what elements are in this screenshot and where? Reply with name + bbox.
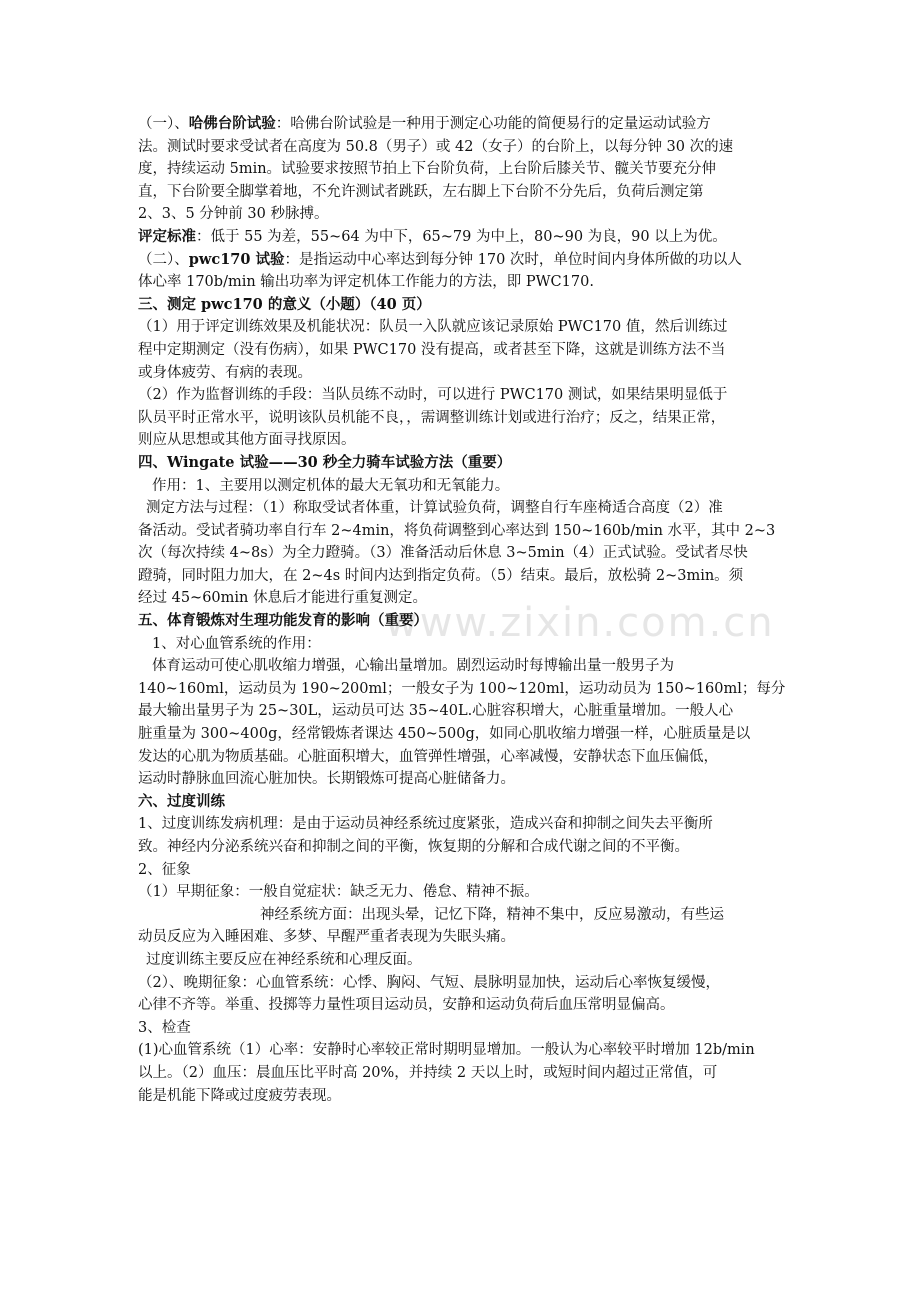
text-line — [138, 452, 788, 475]
text-span: （1）早期征象：一般自觉症状：缺乏无力、倦怠、精神不振。 — [138, 884, 539, 901]
text-line — [138, 339, 788, 362]
text-span: 以上。（2）血压：晨血压比平时高 20%，并持续 2 天以上时，或短时间内超过正常值，可 — [138, 1064, 718, 1081]
text-line — [138, 542, 788, 565]
text-span: （2）作为监督训练的手段：当队员练不动时，可以进行 PWC170 测试，如果结果明显低于 — [138, 387, 728, 404]
text-line — [138, 700, 788, 723]
document-body — [138, 113, 788, 1107]
text-line — [138, 565, 788, 588]
text-span: 心律不齐等。举重、投掷等力量性项目运动员，安静和运动负荷后血压常明显偏高。 — [138, 997, 675, 1014]
text-span: 备活动。受试者骑功率自行车 2~4min，将负荷调整到心率达到 150~160b/min 水平，其中 2~3 — [138, 522, 776, 539]
text-line — [138, 587, 788, 610]
text-line — [138, 926, 788, 949]
text-span: ：低于 55 为差，55~64 为中下，65~79 为中上，80~90 为良，90 以上为优。 — [196, 228, 727, 245]
text-line — [138, 791, 788, 814]
watermark: www.zixin.com.cn — [385, 600, 775, 646]
text-line — [138, 181, 788, 204]
text-line — [138, 655, 788, 678]
text-span: 140~160ml，运动员为 190~200ml；一般女子为 100~120ml，运功动员为 150~160ml；每分 — [138, 680, 786, 697]
text-span: 3、检查 — [138, 1019, 191, 1036]
bold-text: 评定标准 — [138, 227, 196, 245]
text-line — [138, 972, 788, 995]
text-span: 能是机能下降或过度疲劳表现。 — [138, 1087, 341, 1104]
text-line — [138, 520, 788, 543]
text-span: 2、征象 — [138, 861, 191, 878]
text-line — [138, 271, 788, 294]
bold-text: 五、体育锻炼对生理功能发育的影响（重要） — [138, 612, 428, 630]
text-line — [138, 497, 788, 520]
text-span: 程中定期测定（没有伤病），如果 PWC170 没有提高，或者甚至下降，这就是训练方法不当 — [138, 341, 726, 358]
text-line — [138, 113, 788, 136]
text-line — [138, 633, 788, 656]
text-line — [138, 994, 788, 1017]
text-line — [138, 1062, 788, 1085]
text-line — [138, 316, 788, 339]
text-line — [138, 226, 788, 249]
text-line — [138, 203, 788, 226]
bold-text: 哈佛台阶试验 — [188, 115, 276, 132]
text-line — [138, 362, 788, 385]
text-span: 法。测试时要求受试者在高度为 50.8（男子）或 42（女子）的台阶上，以每分钟 30 次的速 — [138, 138, 734, 155]
bold-text: 三、测定 pwc170 的意义（小题）（40 页） — [138, 295, 431, 313]
text-span: 度，持续运动 5min。试验要求按照节拍上下台阶负荷，上台阶后膝关节、髋关节要充分伸 — [138, 161, 717, 178]
text-span: （一）、 — [138, 116, 189, 132]
text-span: 1、对心血管系统的作用： — [152, 635, 321, 652]
text-line — [138, 1039, 788, 1062]
text-line — [138, 723, 788, 746]
text-span: 运动时静脉血回流心脏加快。长期锻炼可提高心脏储备力。 — [138, 771, 515, 788]
text-span: 脏重量为 300~400g，经常锻炼者课达 450~500g，如同心肌收缩力增强一样，心脏质量是以 — [138, 726, 751, 743]
text-span: 次（每次持续 4~8s）为全力蹬骑。（3）准备活动后休息 3~5min（4）正式试验。受试者尽快 — [138, 545, 748, 562]
text-span: 2、3、5 分钟前 30 秒脉搏。 — [138, 206, 329, 223]
text-line — [138, 249, 788, 272]
text-span: ：哈佛台阶试验是一种用于测定心功能的简便易行的定量运动试验方 — [275, 116, 711, 132]
text-span: 则应从思想或其他方面寻找原因。 — [138, 432, 356, 449]
text-line — [138, 859, 788, 882]
text-span: 神经系统方面：出现头晕，记忆下降，精神不集中，反应易激动，有些运 — [260, 906, 724, 923]
text-span: （二）、 — [138, 251, 189, 268]
text-line — [138, 475, 788, 498]
text-span: 动员反应为入睡困难、多梦、早醒严重者表现为失眠头痛。 — [138, 929, 515, 946]
text-span: 蹬骑，同时阻力加大，在 2~4s 时间内达到指定负荷。（5）结束。最后，放松骑 2~3min。须 — [138, 567, 744, 584]
text-line — [138, 407, 788, 430]
text-span: （2）、晚期征象：心血管系统：心悸、胸闷、气短、晨脉明显加快，运动后心率恢复缓慢， — [138, 974, 720, 991]
text-span: 发达的心肌为物质基础。心脏面积增大，血管弹性增强，心率减慢，安静状态下血压偏低， — [138, 748, 718, 765]
text-line — [138, 294, 788, 317]
text-span: 致。神经内分泌系统兴奋和抑制之间的平衡，恢复期的分解和合成代谢之间的不平衡。 — [138, 839, 689, 855]
bold-text: 六、过度训练 — [138, 792, 225, 810]
text-line — [138, 158, 788, 181]
text-line — [138, 1017, 788, 1040]
bold-text: 四、Wingate 试验——30 秒全力骑车试验方法（重要） — [138, 453, 512, 471]
text-span: ：是指运动中心率达到每分钟 170 次时，单位时间内身体所做的功以人 — [284, 251, 742, 268]
text-span: （1）用于评定训练效果及机能状况：队员一入队就应该记录原始 PWC170 值，然后训练过 — [138, 319, 728, 336]
text-line — [138, 904, 788, 927]
text-span: 队员平时正常水平，说明该队员机能不良，，需调整训练计划或进行治疗；反之，结果正常， — [138, 409, 726, 426]
text-span: 经过 45~60min 休息后才能进行重复测定。 — [138, 590, 427, 607]
text-span: 或身体疲劳、有病的表现。 — [138, 364, 312, 381]
text-span: 作用：1、主要用以测定机体的最大无氧功和无氧能力。 — [152, 477, 510, 494]
text-line — [138, 746, 788, 769]
text-line — [138, 384, 788, 407]
text-span: 最大输出量男子为 25~30L，运动员可达 35~40L.心脏容积增大，心脏重量增加。一般人心 — [138, 703, 734, 720]
text-span: 1、过度训练发病机理：是由于运动员神经系统过度紧张，造成兴奋和抑制之间失去平衡所 — [138, 816, 713, 833]
text-line — [138, 881, 788, 904]
text-span: 体育运动可使心肌收缩力增强，心输出量增加。剧烈运动时每博输出量一般男子为 — [152, 658, 674, 675]
text-line — [138, 429, 788, 452]
text-line — [138, 136, 788, 159]
text-line — [138, 678, 788, 701]
text-span: 过度训练主要反应在神经系统和心理反面。 — [146, 951, 422, 968]
text-span: 测定方法与过程：（1）称取受试者体重，计算试验负荷，调整自行车座椅适合高度（2）准 — [146, 500, 723, 517]
text-span: (1)心血管系统（1）心率：安静时心率较正常时期明显增加。一般认为心率较平时增加 12b/min — [138, 1042, 755, 1059]
text-line — [138, 1085, 788, 1108]
text-span: 体心率 170b/min 输出功率为评定机体工作能力的方法，即 PWC170. — [138, 274, 594, 291]
text-line — [138, 949, 788, 972]
bold-text: pwc170 试验 — [188, 250, 285, 268]
text-span: 直，下台阶要全脚掌着地，不允许测试者跳跃，左右脚上下台阶不分先后，负荷后测定第 — [138, 183, 704, 200]
text-line — [138, 813, 788, 836]
text-line — [138, 768, 788, 791]
text-line — [138, 836, 788, 859]
text-line — [138, 610, 788, 633]
